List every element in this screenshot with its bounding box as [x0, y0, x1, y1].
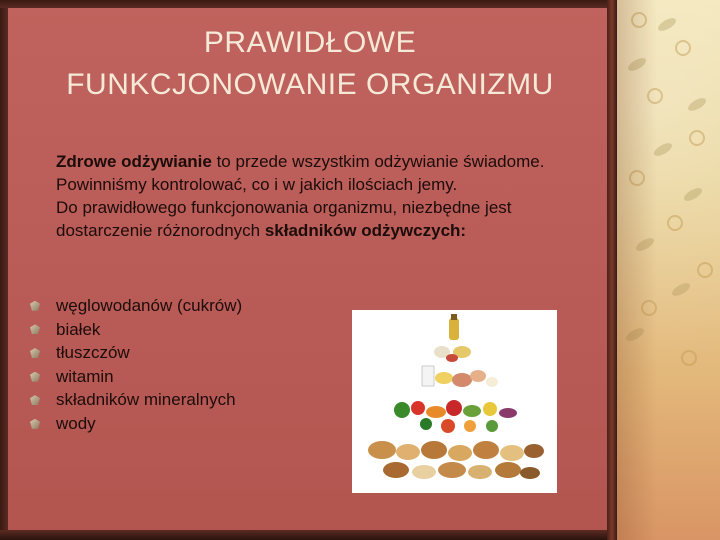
- list-item-label: białek: [56, 319, 101, 339]
- paragraph-1-bold: Zdrowe odżywianie: [56, 152, 212, 171]
- frame-right-border: [607, 0, 617, 540]
- bullet-icon: [30, 300, 40, 312]
- list-item-label: węglowodanów (cukrów): [56, 296, 243, 315]
- food-pyramid-illustration: [352, 310, 557, 493]
- list-item: [30, 318, 330, 342]
- paragraph-1-text: to przede wszystkim odżywianie świadome. Powinniśmy kontrolować, co i w jakich ilościach jemy.: [56, 152, 545, 194]
- slide-title: [20, 22, 600, 106]
- bullet-icon: [30, 371, 40, 383]
- nutrients-list: [30, 294, 330, 436]
- food-pyramid-image: [352, 310, 557, 493]
- list-item-label: tłuszczów: [56, 343, 130, 363]
- list-item: [30, 412, 330, 436]
- paragraph-2-text: Do prawidłowego funkcjonowania organizmu, niezbędne jest dostarczenie różnorodnych: [56, 198, 512, 240]
- paragraph-2: [24, 196, 604, 242]
- paragraph-2-bold: składników odżywczych:: [264, 221, 467, 240]
- decoration-shadow: [617, 0, 657, 540]
- list-item-label: wody: [56, 413, 96, 433]
- list-item: [30, 294, 330, 318]
- frame-bottom-border: [0, 530, 615, 540]
- list-item-label: witamin: [56, 366, 114, 386]
- bullet-icon: [30, 418, 40, 430]
- list-item-label: składników mineralnych: [56, 390, 236, 410]
- list-item: [30, 388, 330, 412]
- list-item: [30, 365, 330, 389]
- bullet-icon: [30, 394, 40, 406]
- slide-body: [24, 150, 604, 242]
- paragraph-1: [24, 150, 604, 196]
- bullet-icon: [30, 347, 40, 359]
- list-item: [30, 341, 330, 365]
- frame-top-border: [0, 0, 615, 8]
- frame-left-border: [0, 0, 8, 540]
- title-line-1: PRAWIDŁOWE: [203, 26, 417, 59]
- title-line-2: FUNKCJONOWANIE ORGANIZMU: [66, 68, 554, 101]
- bullet-icon: [30, 323, 40, 335]
